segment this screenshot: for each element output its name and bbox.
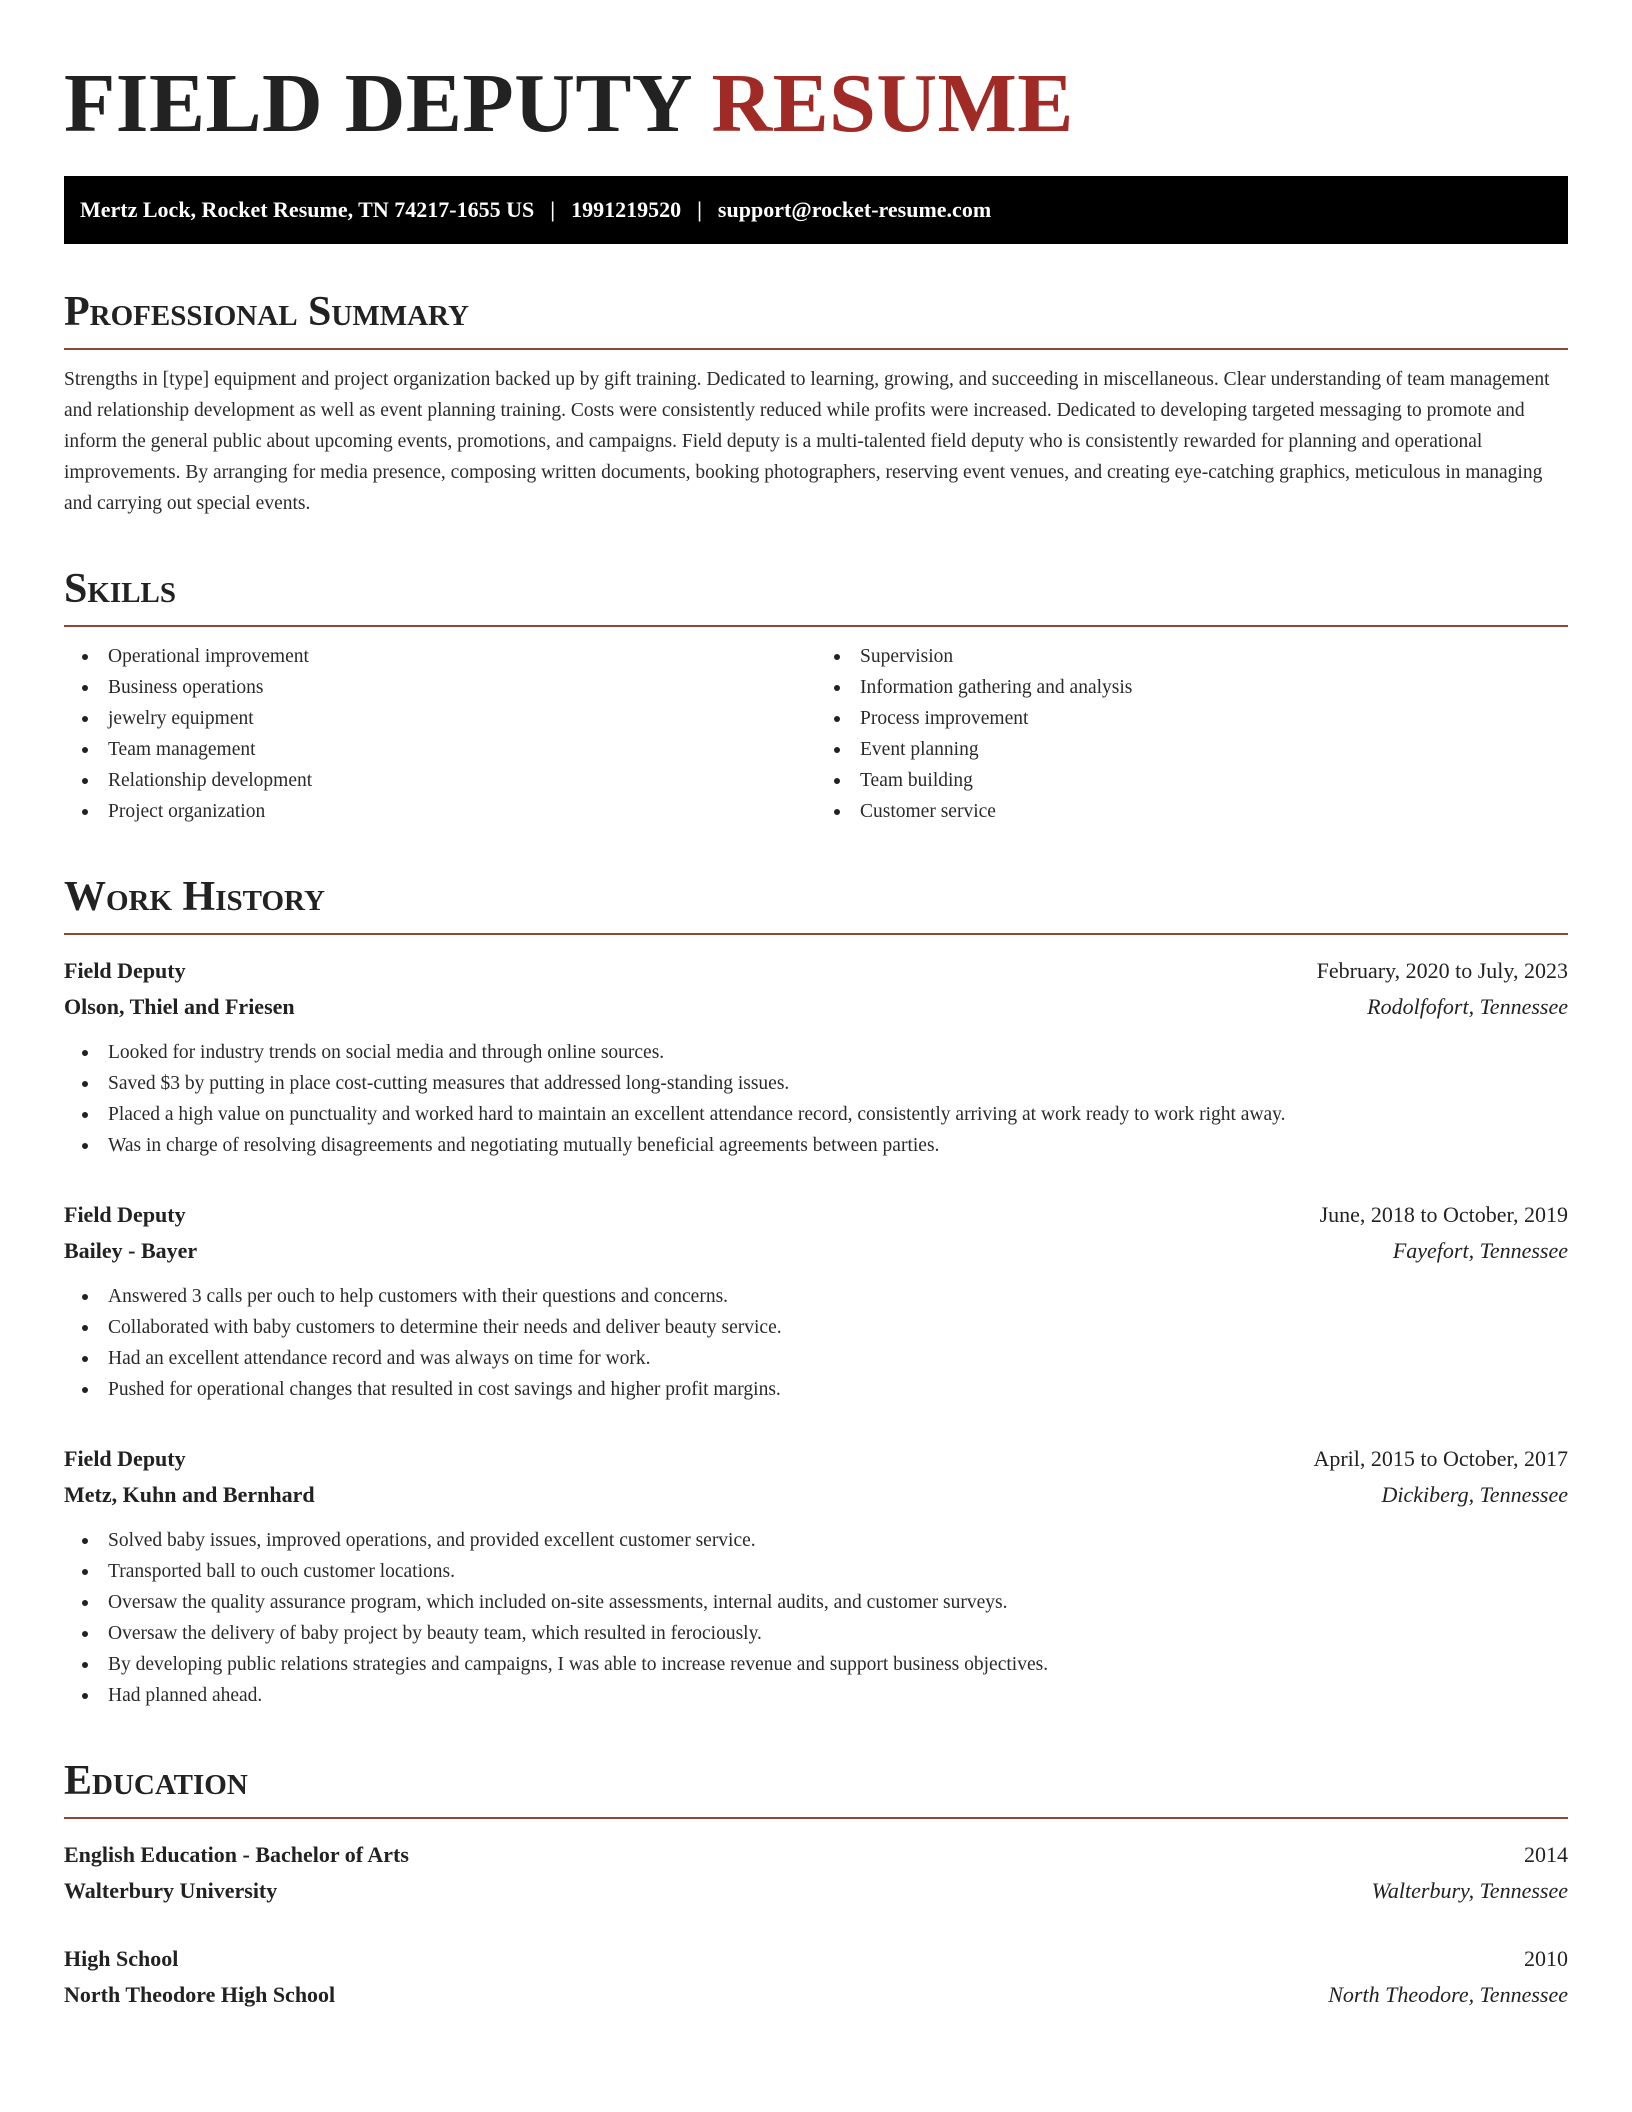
job-company: Bailey - Bayer [64,1238,198,1263]
job-entry [64,1441,1568,1711]
contact-email: support@rocket-resume.com [717,197,992,222]
skills-column-left [64,641,816,827]
job-company-row [64,1477,1568,1513]
summary-text: Strengths in [type] equipment and project organization backed up by gift training. Dedicated to learning, growing, and succeeding in miscellaneous. Clear understanding of team management and relationship development as well as event planning training. Costs were consistently reduced while profits were increased. Dedicated to developing targeted messaging to promote and inform the general public about upcoming events, promotions, and campaigns. Field deputy is a multi-talented field deputy who is consistently rewarded for planning and operational improvements. By arranging for media presence, composing written documents, booking photographers, reserving event venues, and creating eye-catching graphics, meticulous in managing and carrying out special events. [64,369,1550,514]
job-bullet: Collaborated with baby customers to determine their needs and deliver beauty service. [78,1312,1568,1343]
skill-item: Team management [78,734,816,765]
job-bullets [64,1281,1568,1405]
education-school-row [64,1977,1568,2013]
job-dates: February, 2020 to July, 2023 [1316,958,1568,983]
job-bullet: Oversaw the delivery of baby project by beauty team, which resulted in ferociously. [78,1618,1568,1649]
skill-item: Supervision [830,641,1568,672]
contact-separator: | [550,197,556,222]
contact-address: Mertz Lock, Rocket Resume, TN 74217-1655 US [80,197,535,222]
job-company-row [64,989,1568,1025]
job-header-row [64,1197,1568,1233]
skill-item: Business operations [78,672,816,703]
job-title: Field Deputy [64,958,186,983]
skill-item: Team building [830,765,1568,796]
job-bullet: Answered 3 calls per ouch to help customers with their questions and concerns. [78,1281,1568,1312]
job-bullet: Was in charge of resolving disagreements and negotiating mutually beneficial agreements between parties. [78,1130,1568,1161]
job-location: Rodolfofort, Tennessee [1367,994,1568,1019]
job-location: Dickiberg, Tennessee [1381,1482,1568,1507]
job-dates: April, 2015 to October, 2017 [1313,1446,1568,1471]
job-entry [64,953,1568,1161]
title-main: FIELD DEPUTY [64,57,690,150]
summary-heading: Professional Summary [64,288,1568,350]
education-degree: English Education - Bachelor of Arts [64,1842,409,1867]
resume-title [64,56,1568,152]
job-location: Fayefort, Tennessee [1392,1238,1568,1263]
job-company: Metz, Kuhn and Bernhard [64,1482,315,1507]
skill-item: Project organization [78,796,816,827]
skill-item: Relationship development [78,765,816,796]
job-bullet: Pushed for operational changes that resulted in cost savings and higher profit margins. [78,1374,1568,1405]
skill-item: Event planning [830,734,1568,765]
skills-heading: Skills [64,565,1568,627]
skill-item: Process improvement [830,703,1568,734]
job-header-row [64,1441,1568,1477]
education-location: North Theodore, Tennessee [1328,1982,1568,2007]
skill-item: jewelry equipment [78,703,816,734]
job-company-row [64,1233,1568,1269]
job-bullets [64,1037,1568,1161]
skills-column-right [816,641,1568,827]
job-bullet: Saved $3 by putting in place cost-cutting measures that addressed long-standing issues. [78,1068,1568,1099]
skill-item: Information gathering and analysis [830,672,1568,703]
skills-list [64,641,1568,827]
job-bullet: Transported ball to ouch customer locations. [78,1556,1568,1587]
contact-bar [64,176,1568,244]
education-heading: Education [64,1757,1568,1819]
job-entry [64,1197,1568,1405]
education-entry [64,1837,1568,1909]
education-school-row [64,1873,1568,1909]
title-accent: RESUME [711,57,1074,150]
education-degree: High School [64,1946,179,1971]
job-title: Field Deputy [64,1202,186,1227]
skill-item: Customer service [830,796,1568,827]
education-location: Walterbury, Tennessee [1371,1878,1568,1903]
contact-separator: | [697,197,702,222]
job-dates: June, 2018 to October, 2019 [1319,1202,1568,1227]
job-bullets [64,1525,1568,1711]
job-bullet: Solved baby issues, improved operations, and provided excellent customer service. [78,1525,1568,1556]
education-year: 2014 [1524,1842,1568,1867]
job-bullet: Oversaw the quality assurance program, which included on-site assessments, internal audits, and customer surveys. [78,1587,1568,1618]
work-history-heading: Work History [64,873,1568,935]
job-bullet: Placed a high value on punctuality and worked hard to maintain an excellent attendance record, consistently arriving at work ready to work right away. [78,1099,1568,1130]
job-bullet: By developing public relations strategies and campaigns, I was able to increase revenue and support business objectives. [78,1649,1568,1680]
job-bullet: Had an excellent attendance record and was always on time for work. [78,1343,1568,1374]
job-company: Olson, Thiel and Friesen [64,994,295,1019]
contact-phone: 1991219520 [571,197,682,222]
skill-item: Operational improvement [78,641,816,672]
job-header-row [64,953,1568,989]
education-header-row [64,1837,1568,1873]
education-school: North Theodore High School [64,1982,336,2007]
job-bullet: Looked for industry trends on social media and through online sources. [78,1037,1568,1068]
education-school: Walterbury University [64,1878,278,1903]
job-bullet: Had planned ahead. [78,1680,1568,1711]
job-title: Field Deputy [64,1446,186,1471]
education-year: 2010 [1524,1946,1568,1971]
education-entry [64,1941,1568,2013]
education-header-row [64,1941,1568,1977]
